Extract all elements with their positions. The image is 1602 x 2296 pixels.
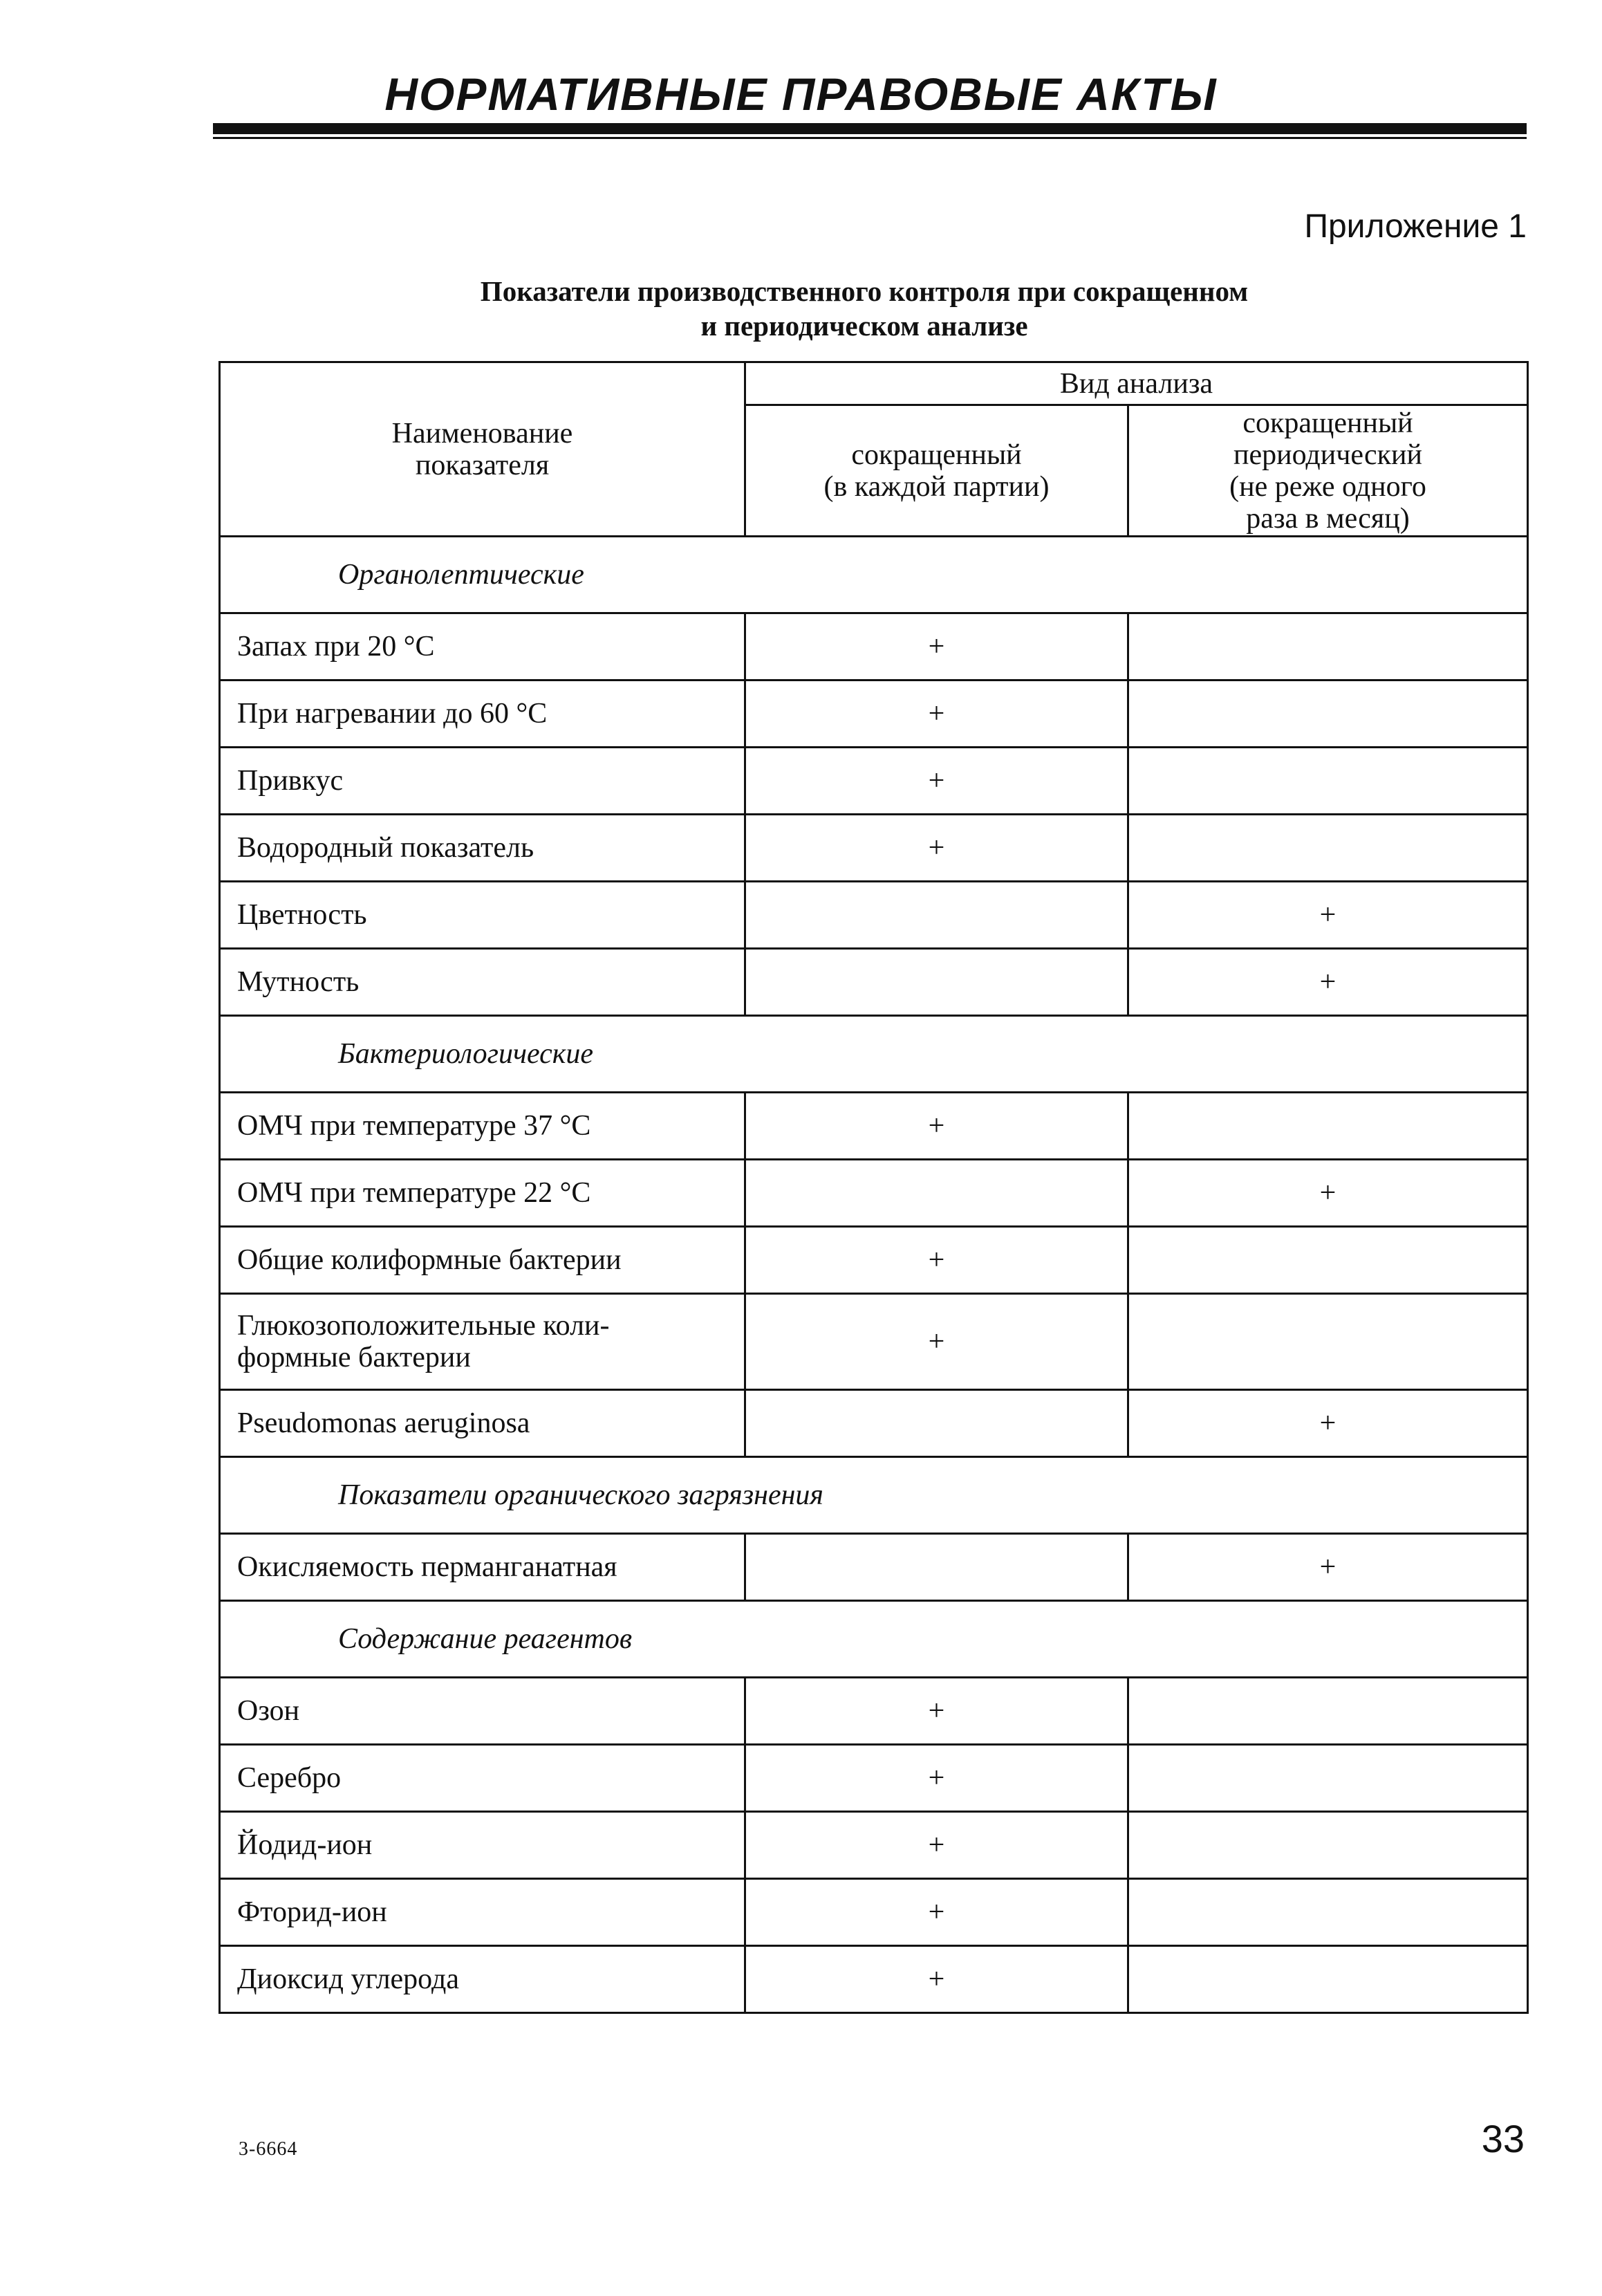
column-header-name (220, 362, 745, 537)
footer-print-code: 3-6664 (239, 2138, 298, 2160)
periodic-analysis-mark: + (1128, 882, 1528, 949)
short-analysis-mark: + (745, 1879, 1128, 1946)
document-title (290, 274, 1438, 343)
indicator-name: Озон (220, 1678, 745, 1745)
section-row (220, 537, 1528, 613)
periodic-analysis-mark (1128, 681, 1528, 748)
section-row (220, 1457, 1528, 1534)
table-row (220, 1294, 1528, 1390)
short-analysis-mark (745, 949, 1128, 1016)
table-row (220, 748, 1528, 815)
short-analysis-mark: + (745, 1946, 1128, 2013)
table-header-row (220, 362, 1528, 405)
column-header-short-line1: сокращенный (851, 438, 1022, 471)
table-row (220, 949, 1528, 1016)
periodic-analysis-mark (1128, 1745, 1528, 1812)
column-header-periodic-line1: сокращенный (1242, 407, 1413, 439)
short-analysis-mark: + (745, 1745, 1128, 1812)
periodic-analysis-mark (1128, 613, 1528, 681)
section-row (220, 1601, 1528, 1678)
periodic-analysis-mark: + (1128, 1160, 1528, 1227)
table-row (220, 1879, 1528, 1946)
periodic-analysis-mark (1128, 1227, 1528, 1294)
indicator-name: Цветность (220, 882, 745, 949)
indicator-name: Окисляемость перманганатная (220, 1534, 745, 1601)
short-analysis-mark: + (745, 815, 1128, 882)
indicator-name: ОМЧ при температуре 37 °С (220, 1093, 745, 1160)
indicator-name: Мутность (220, 949, 745, 1016)
column-header-short (745, 405, 1128, 537)
short-analysis-mark: + (745, 1294, 1128, 1390)
indicator-name: ОМЧ при температуре 22 °С (220, 1160, 745, 1227)
indicator-name: Йодид-ион (220, 1812, 745, 1879)
periodic-analysis-mark (1128, 815, 1528, 882)
periodic-analysis-mark (1128, 1678, 1528, 1745)
short-analysis-mark: + (745, 1678, 1128, 1745)
table-row (220, 681, 1528, 748)
indicator-name-line1: Глюкозоположительные коли- (237, 1310, 610, 1342)
table-row (220, 613, 1528, 681)
column-header-name-line2: показателя (415, 449, 550, 481)
table-row (220, 1534, 1528, 1601)
short-analysis-mark: + (745, 681, 1128, 748)
column-header-name-line1: Наименование (391, 417, 573, 450)
document-title-line1: Показатели производственного контроля при сокращенном (480, 275, 1249, 307)
table-row (220, 1812, 1528, 1879)
section-title: Органолептические (220, 537, 1528, 613)
table-row (220, 882, 1528, 949)
periodic-analysis-mark (1128, 1093, 1528, 1160)
appendix-label: Приложение 1 (1304, 208, 1527, 245)
section-title: Содержание реагентов (220, 1601, 1528, 1678)
indicator-name: При нагревании до 60 °С (220, 681, 745, 748)
column-header-short-line2: (в каждой партии) (823, 470, 1050, 503)
page-number: 33 (1481, 2117, 1525, 2160)
short-analysis-mark (745, 1390, 1128, 1457)
indicator-name: Общие колиформные бактерии (220, 1227, 745, 1294)
header-rule-thick (213, 123, 1527, 134)
document-title-line2: и периодическом анализе (700, 310, 1028, 342)
section-title: Показатели органического загрязнения (220, 1457, 1528, 1534)
short-analysis-mark (745, 1534, 1128, 1601)
table-row (220, 1093, 1528, 1160)
table-row (220, 1390, 1528, 1457)
table-row (220, 1227, 1528, 1294)
column-header-periodic-line3: (не реже одного (1229, 470, 1426, 503)
section-row (220, 1016, 1528, 1093)
short-analysis-mark: + (745, 748, 1128, 815)
indicator-name: Диоксид углерода (220, 1946, 745, 2013)
column-header-periodic (1128, 405, 1528, 537)
short-analysis-mark: + (745, 1812, 1128, 1879)
short-analysis-mark: + (745, 613, 1128, 681)
section-header-title: НОРМАТИВНЫЕ ПРАВОВЫЕ АКТЫ (384, 68, 1218, 120)
table-row (220, 1160, 1528, 1227)
indicators-table (218, 361, 1529, 2014)
periodic-analysis-mark (1128, 748, 1528, 815)
header-rule-thin (213, 137, 1527, 139)
short-analysis-mark (745, 882, 1128, 949)
indicator-name: Водородный показатель (220, 815, 745, 882)
table-row (220, 1678, 1528, 1745)
periodic-analysis-mark (1128, 1879, 1528, 1946)
indicator-name: Запах при 20 °С (220, 613, 745, 681)
indicator-name: Фторид-ион (220, 1879, 745, 1946)
indicator-name-line2: формные бактерии (237, 1342, 471, 1373)
table-row (220, 1946, 1528, 2013)
short-analysis-mark: + (745, 1227, 1128, 1294)
table-row (220, 815, 1528, 882)
periodic-analysis-mark: + (1128, 1390, 1528, 1457)
column-group-header: Вид анализа (745, 362, 1528, 405)
indicator-name: Серебро (220, 1745, 745, 1812)
periodic-analysis-mark: + (1128, 949, 1528, 1016)
indicator-name (220, 1294, 745, 1390)
periodic-analysis-mark (1128, 1946, 1528, 2013)
periodic-analysis-mark (1128, 1294, 1528, 1390)
short-analysis-mark (745, 1160, 1128, 1227)
column-header-periodic-line2: периодический (1233, 438, 1423, 471)
periodic-analysis-mark: + (1128, 1534, 1528, 1601)
table-row (220, 1745, 1528, 1812)
short-analysis-mark: + (745, 1093, 1128, 1160)
section-title: Бактериологические (220, 1016, 1528, 1093)
periodic-analysis-mark (1128, 1812, 1528, 1879)
indicator-name: Привкус (220, 748, 745, 815)
column-header-periodic-line4: раза в месяц) (1246, 502, 1410, 535)
indicator-name: Pseudomonas aeruginosa (220, 1390, 745, 1457)
